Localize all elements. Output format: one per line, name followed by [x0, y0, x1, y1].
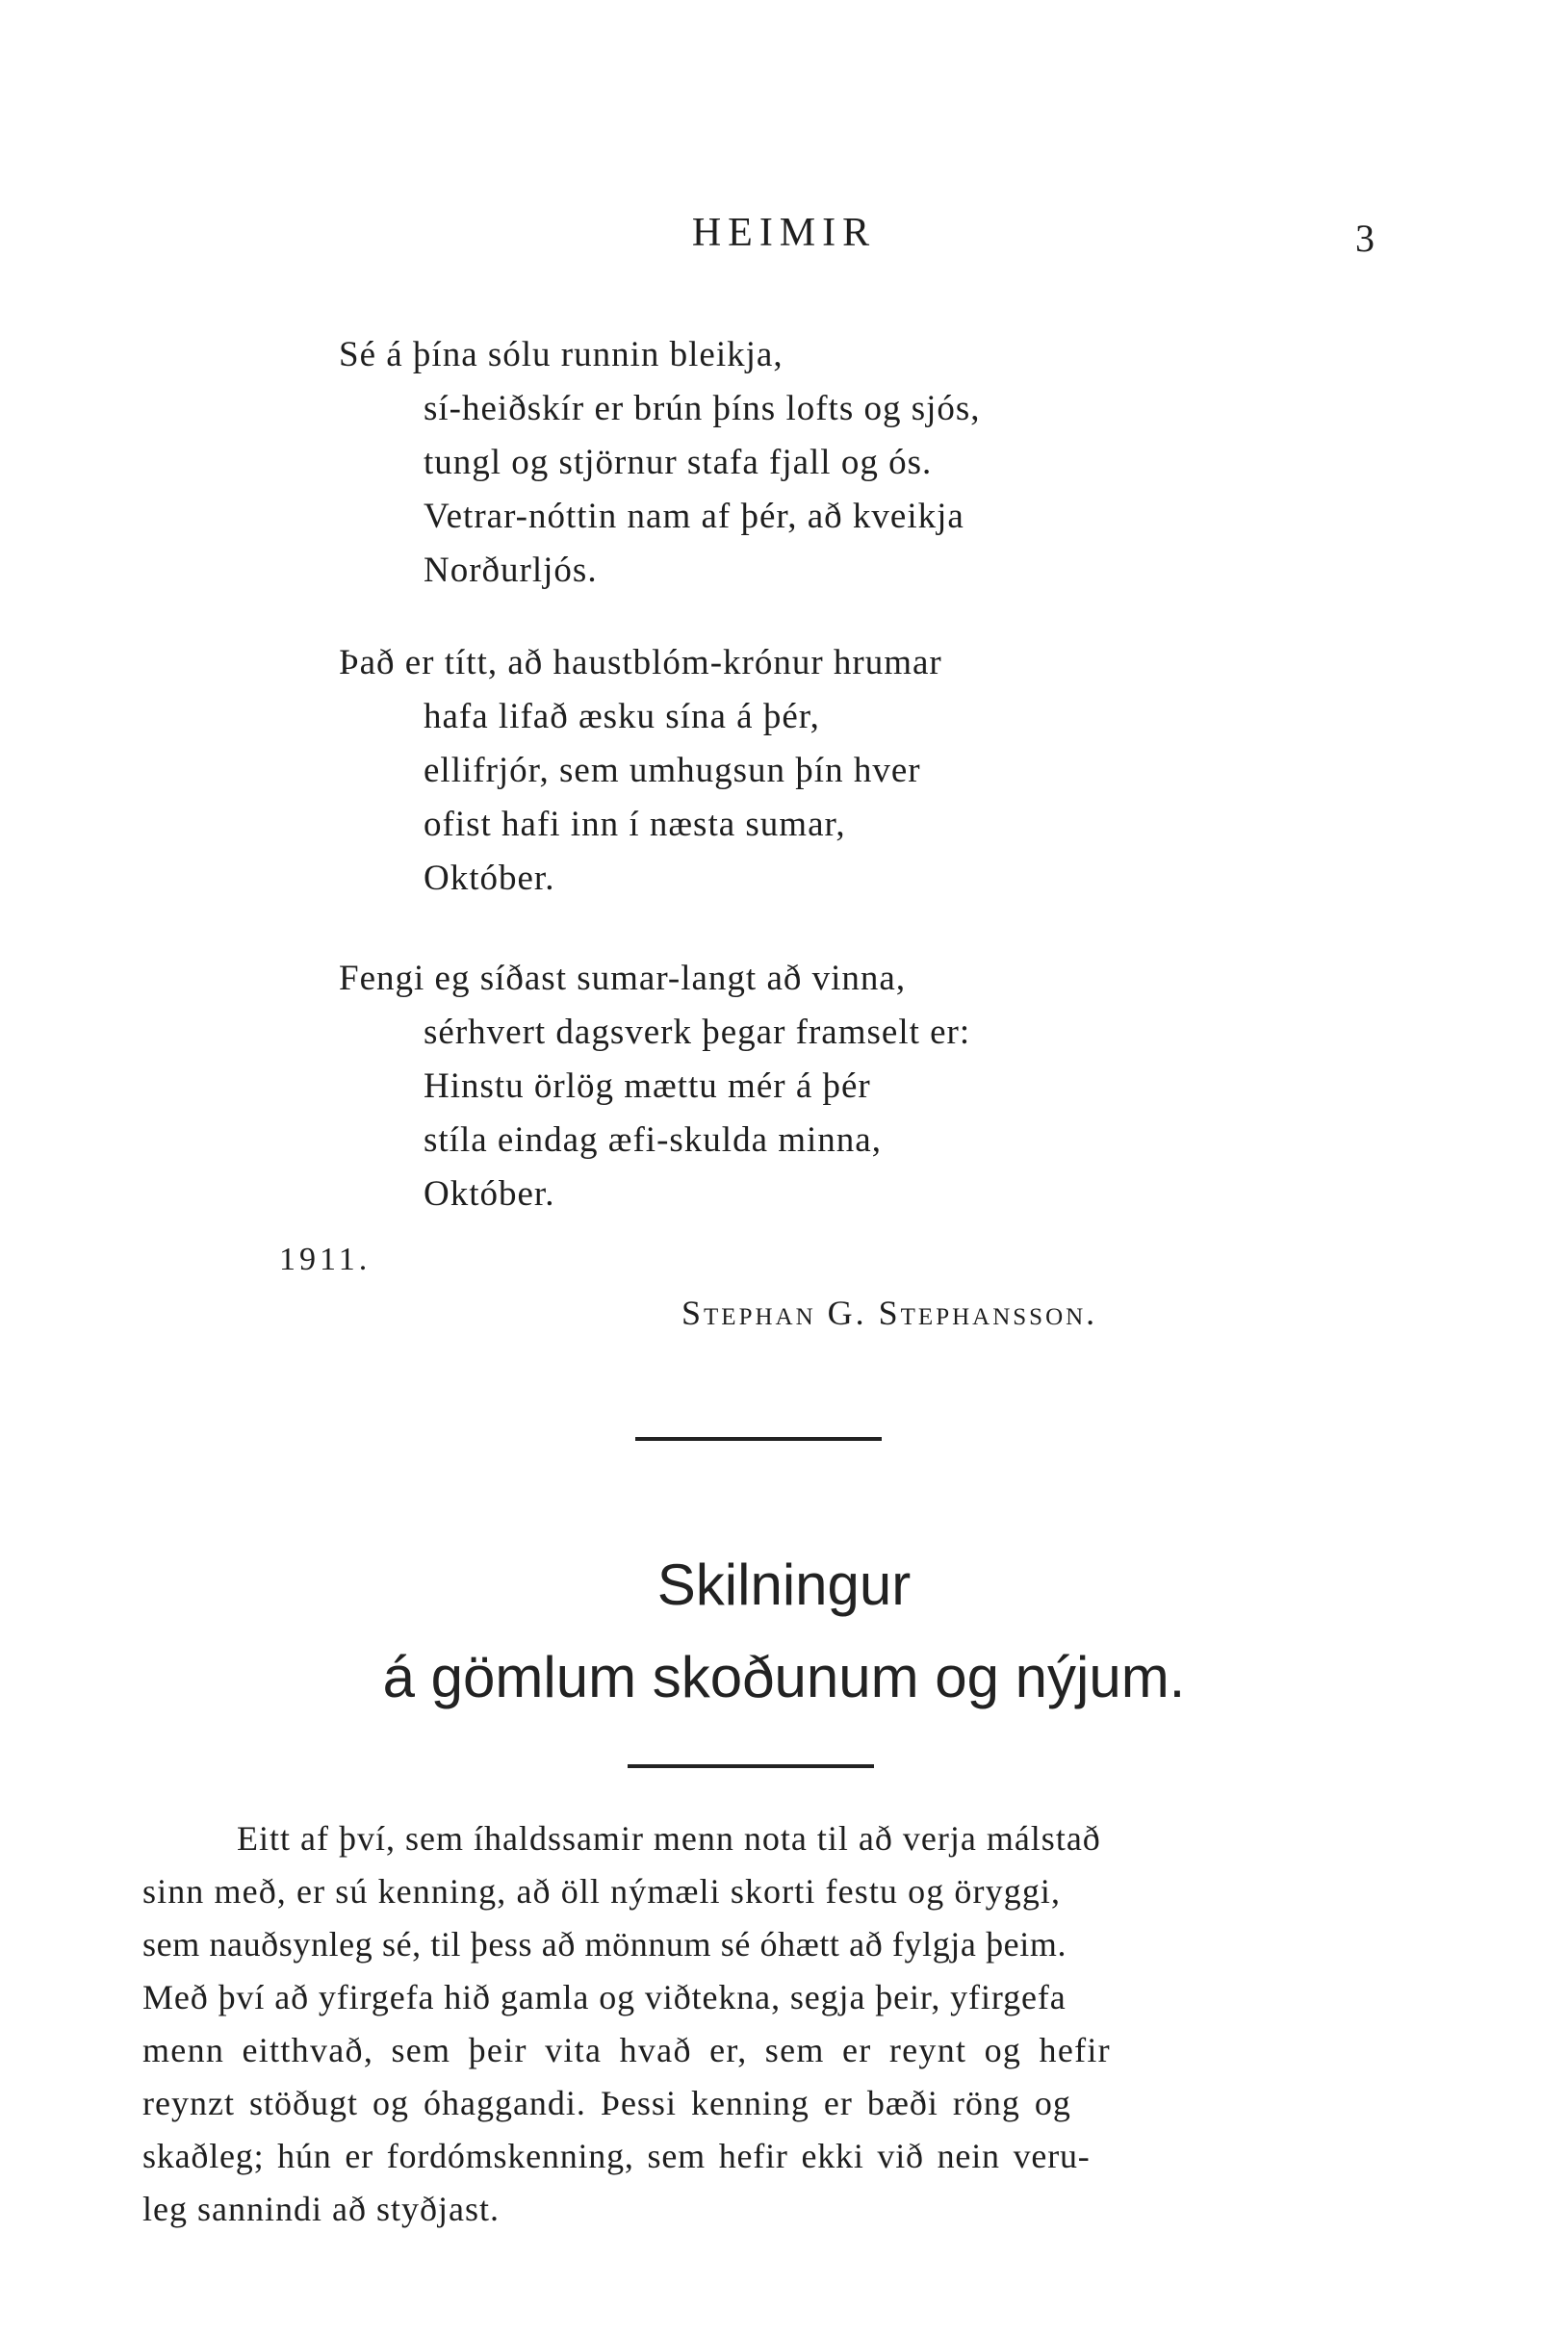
poem-line: Hinstu örlög mættu mér á þér — [424, 1066, 871, 1106]
section-divider — [635, 1437, 882, 1441]
poem-line: Fengi eg síðast sumar-langt að vinna, — [339, 959, 907, 998]
article-line: Með því að yfirgefa hið gamla og viðtekna, segja þeir, yfirgefa — [142, 1978, 1067, 2016]
poem-line: Norðurljós. — [424, 551, 598, 590]
poem-line: Það er títt, að haustblóm-krónur hrumar — [339, 643, 942, 682]
article-subtitle: á gömlum skoðunum og nýjum. — [382, 1645, 1186, 1709]
poem-line: sí-heiðskír er brún þíns lofts og sjós, — [424, 389, 981, 428]
article-line: sinn með, er sú kenning, að öll nýmæli skorti festu og öryggi, — [142, 1872, 1062, 1911]
poem-line: stíla eindag æfi-skulda minna, — [424, 1120, 882, 1160]
poem-line: sérhvert dagsverk þegar framselt er: — [424, 1013, 971, 1052]
poem-line: Vetrar-nóttin nam af þér, að kveikja — [424, 497, 964, 536]
poem-line: Sé á þína sólu runnin bleikja, — [339, 335, 784, 374]
article-line: skaðleg; hún er fordómskenning, sem hefir ekki við nein veru- — [142, 2137, 1091, 2175]
poem-line: ellifrjór, sem umhugsun þín hver — [424, 751, 921, 790]
poem-year: 1911. — [279, 1242, 372, 1277]
article-title: Skilningur — [656, 1553, 912, 1617]
poem-line: Október. — [424, 1174, 555, 1214]
running-title: HEIMIR — [691, 211, 877, 255]
poem-line: hafa lifað æsku sína á þér, — [424, 697, 820, 736]
article-line: sem nauðsynleg sé, til þess að mönnum sé óhætt að fylgja þeim. — [142, 1925, 1067, 1964]
title-divider — [628, 1764, 874, 1768]
poem-line: tungl og stjörnur stafa fjall og ós. — [424, 443, 933, 482]
article-line: reynzt stöðugt og óhaggandi. Þessi kenning er bæði röng og — [142, 2084, 1071, 2122]
article-line: leg sannindi að styðjast. — [142, 2190, 500, 2228]
article-line: menn eitthvað, sem þeir vita hvað er, sem er reynt og hefir — [142, 2031, 1111, 2069]
page-number: 3 — [1355, 217, 1375, 260]
poem-author-signature: Stephan G. Stephansson. — [681, 1294, 1098, 1332]
poem-line: ofist hafi inn í næsta sumar, — [424, 805, 846, 844]
poem-line: Október. — [424, 859, 555, 898]
article-line: Eitt af því, sem íhaldssamir menn nota til að verja málstað — [237, 1819, 1101, 1858]
